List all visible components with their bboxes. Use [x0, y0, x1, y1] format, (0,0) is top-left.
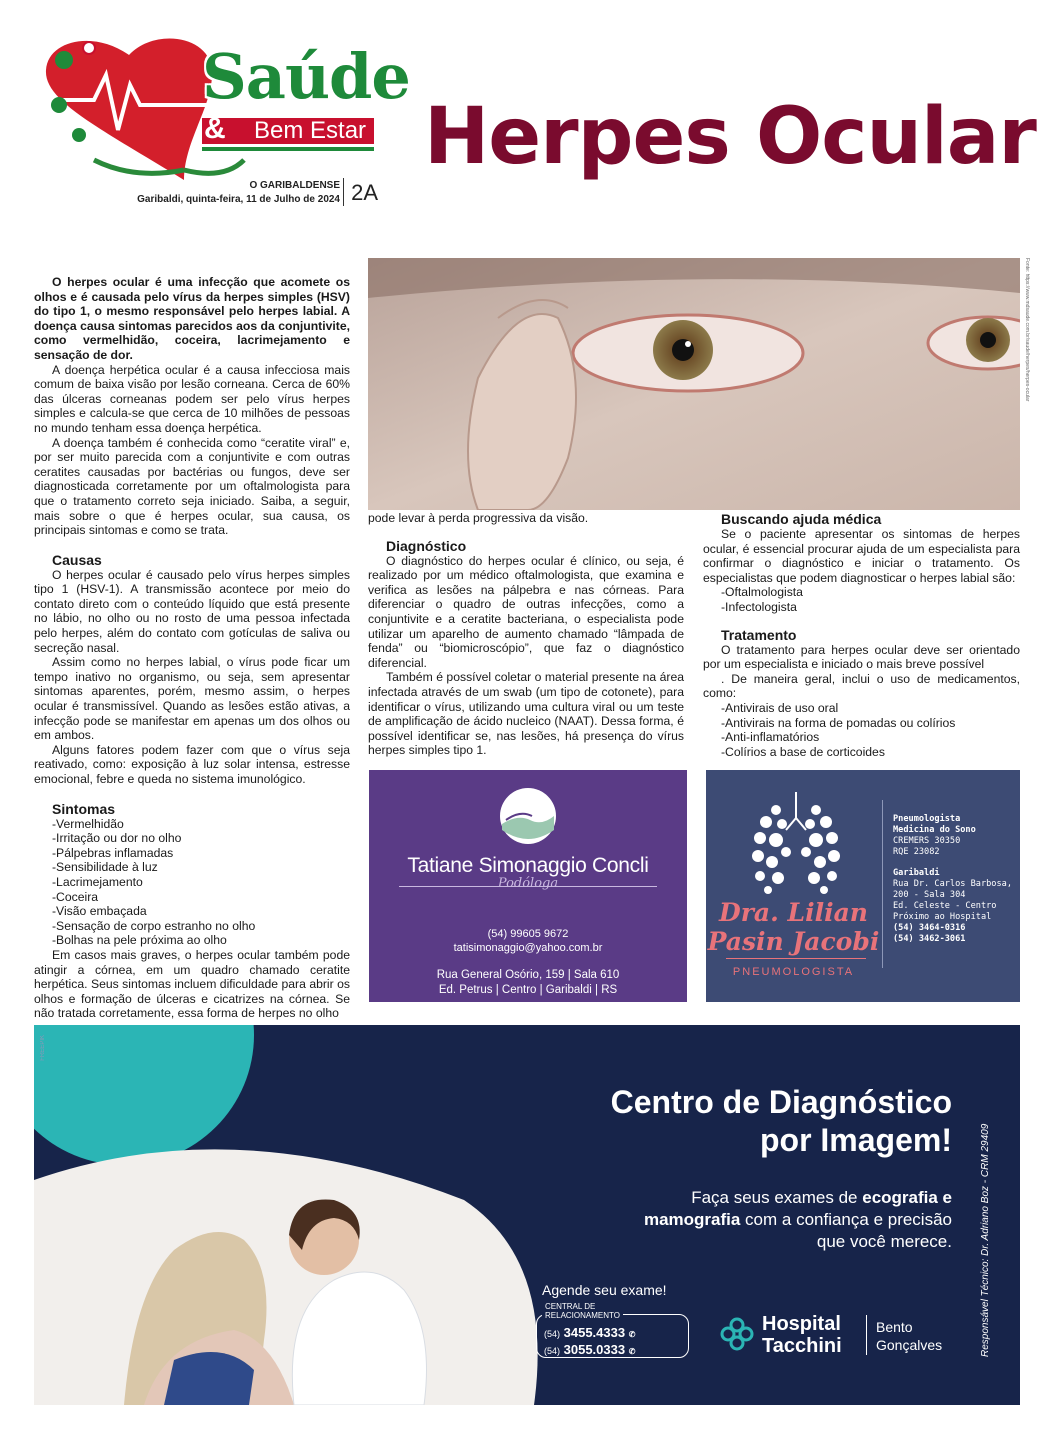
whatsapp-icon: ✆ — [628, 1330, 636, 1339]
ad-pneumologista[interactable] — [706, 770, 1020, 1002]
doctor-address: Rua Dr. Carlos Barbosa, — [893, 879, 1012, 889]
specialty: PNEUMOLOGISTA — [732, 966, 855, 978]
article-column-1 — [34, 275, 350, 1021]
doctor-title: Pneumologista — [893, 814, 961, 824]
page-title: Herpes Ocular — [424, 92, 1036, 182]
ad-title — [611, 1083, 952, 1159]
list-item: -Lacrimejamento — [52, 874, 143, 889]
foot-logo-icon — [498, 786, 558, 846]
list-item: -Pálpebras inflamadas — [52, 845, 174, 860]
ad-address: Rua General Osório, 159 | Sala 610 — [436, 969, 620, 981]
doctor-registration: RQE 23082 — [893, 847, 940, 857]
doctor-address: 200 - Sala 304 — [893, 890, 966, 900]
list-item: -Colírios a base de corticoides — [721, 744, 885, 759]
list-item: -Antivirais de uso oral — [721, 700, 839, 715]
hospital-city — [876, 1318, 942, 1354]
ad-email: tatisimonaggio@yahoo.com.br — [453, 942, 603, 954]
image-credit: FREEPIK — [40, 1035, 46, 1061]
paragraph: . De maneira geral, inclui o uso de medicamentos, como: — [703, 671, 1020, 701]
paragraph: A doença também é conhecida como “ceratite viral” e, por ser muito parecida com a conjuntivite e com outras ceratites causadas por bactérias ou fungos, deve ser diagnosticada corretamente por um oftalmologista para que o tratamento correto seja iniciado. Saiba, a seguir, mais sobre o que é herpes ocular, sua causa, os principais sintomas e como se trata. — [34, 435, 350, 538]
hospital-brand — [762, 1313, 842, 1357]
paragraph: Também é possível coletar o material presente na área infectada através de um swab (um tipo de cotonete), para identificar o vírus, utilizando uma cultura viral ou um teste de amplificação de ácido nucleico (NAAT). Dessa forma, é possível identificar se, nas lesões, há presença do vírus herpes simples tipo 1. — [368, 670, 684, 758]
phone-icon: ✆ — [628, 1347, 636, 1356]
paragraph: O tratamento para herpes ocular deve ser orientado por um especialista e iniciado o mais breve possível — [703, 642, 1020, 672]
ad-title-line: Centro de Diagnóstico — [610, 1084, 952, 1120]
phone-ddd: (54) — [544, 1329, 561, 1339]
ad-podologa[interactable] — [369, 770, 687, 1002]
lead-paragraph: O herpes ocular é uma infecção que acomete os olhos e é causada pelo vírus da herpes simples (HSV) do tipo 1, o mesmo responsável pelo herpes labial. A doença causa sintomas parecidos aos da conjuntivite, como vermelhidão, coceira, lacrimejamento e sensação de dor. — [34, 275, 350, 362]
cta-text: Agende seu exame! — [542, 1282, 667, 1298]
divider — [882, 800, 883, 968]
lungs-flowers-icon — [746, 790, 846, 900]
hospital-brand-line: Hospital — [762, 1313, 841, 1335]
list-item: -Anti-inflamatórios — [721, 730, 820, 745]
newspaper-name: O GARIBALDENSE — [249, 180, 340, 191]
article-column-2 — [368, 511, 684, 758]
article-photo — [368, 258, 1020, 510]
doctor-name-line: Dra. Lilian — [719, 898, 868, 927]
doctor-registration: CREMERS 30350 — [893, 836, 961, 846]
doctor-patient-photo-icon — [34, 1140, 554, 1405]
eye-photo-icon — [368, 258, 1020, 510]
doctor-name-line: Pasin Jacobi — [707, 927, 880, 956]
ad-address: Ed. Petrus | Centro | Garibaldi | RS — [438, 984, 618, 996]
hospital-city-line: Gonçalves — [876, 1337, 943, 1353]
list-item: -Visão embaçada — [52, 904, 147, 919]
hospital-logo-icon — [720, 1317, 754, 1351]
ad-body-text: com a confiança e precisão — [740, 1210, 952, 1229]
phone-ddd: (54) — [544, 1346, 561, 1356]
ad-body-text: Faça seus exames de — [691, 1188, 863, 1207]
doctor-info — [893, 814, 1012, 945]
section-heading: Tratamento — [721, 626, 797, 643]
list-item: -Sensação de corpo estranho no olho — [52, 918, 256, 933]
page-number: 2A — [351, 180, 378, 205]
photo-credit: Fonte: https://www.mdsaude.com.br/saude/herpes/herpes-ocular — [1024, 258, 1030, 402]
section-heading: Diagnóstico — [386, 537, 467, 554]
ad-phone: (54) 99605 9672 — [487, 928, 569, 940]
technical-responsible: Responsável Técnico: Dr. Adriano Boz - CRM 29409 — [980, 1123, 991, 1357]
section-heading: Sintomas — [52, 800, 116, 817]
phone-box-label-line: RELACIONAMENTO — [545, 1311, 620, 1320]
doctor-title: Medicina do Sono — [893, 825, 976, 835]
paragraph: Se o paciente apresentar os sintomas de herpes ocular, é essencial procurar ajuda de um especialista para confirmar o diagnóstico e iniciar o tratamento. Os especialistas que podem diagnosticar o herpes labial são: — [703, 527, 1020, 585]
list-item: -Coceira — [52, 889, 99, 904]
article-column-3 — [703, 511, 1020, 759]
list-item: -Vermelhidão — [52, 816, 124, 831]
phone-number[interactable]: 3455.4333 — [563, 1325, 626, 1340]
divider — [726, 958, 866, 959]
doctor-address: Ed. Celeste - Centro — [893, 901, 997, 911]
paragraph: Assim como no herpes labial, o vírus pode ficar um tempo inativo no organismo, ou seja, sem apresentar sintomas aparentes, porém, mesmo assim, o herpes ocular é transmissível. Quando as lesões estão ativas, a infecção pode se manifestar em apenas um dos olhos ou em ambos. — [34, 655, 350, 743]
paragraph: Em casos mais graves, o herpes ocular também pode atingir a córnea, em um quadro chamado ceratite herpética. Seus sintomas incluem dificuldade para abrir os olhos e formação de úlceras e cicatrizes na córnea. Se não tratada corretamente, essa forma de herpes no olho — [34, 947, 350, 1021]
list-item: -Irritação ou dor no olho — [52, 831, 182, 846]
ad-name: Tatiane Simonaggio Concli — [407, 854, 649, 877]
hospital-city-line: Bento — [876, 1319, 913, 1335]
paragraph-continuation: pode levar à perda progressiva da visão. — [368, 511, 589, 525]
list-item: -Sensibilidade à luz — [52, 860, 158, 875]
doctor-address: Próximo ao Hospital — [893, 912, 992, 922]
divider — [866, 1315, 867, 1355]
section-heading: Causas — [52, 551, 102, 568]
hospital-phones[interactable] — [544, 1325, 635, 1359]
logo-ampersand: & — [204, 112, 226, 145]
ad-body-text: que você merece. — [816, 1232, 952, 1251]
phone-number[interactable]: 3055.0333 — [563, 1342, 626, 1357]
paragraph: O herpes ocular é causado pelo vírus herpes simples tipo 1 (HSV-1). A transmissão acontece por meio do contato direto com o conteúdo líquido que está presente no lábio, no olho ou no rosto de uma pessoa infectada pelo herpes, além do contato com gotículas de saliva ou secreção nasal. — [34, 567, 350, 655]
issue-date: Garibaldi, quinta-feira, 11 de Julho de 2024 — [137, 194, 340, 205]
ad-title-line: por Imagem! — [759, 1122, 952, 1158]
paragraph: O diagnóstico do herpes ocular é clínico, ou seja, é realizado por um médico oftalmologista, que examina e verifica as lesões na pálpebra e nas córneas. Para diferenciar o quadro de outras infecções, como a conjuntivite e a ceratite bacteriana, o especialista pode utilizar um aparelho de aumento chamado “lâmpada de fenda” ou “biomicroscópio”, que faz o diagnóstico diferencial. — [368, 553, 684, 670]
paragraph: A doença herpética ocular é a causa infecciosa mais comum de baixa visão por lesão corneana. Cerca de 60% das úlceras corneanas podem ser pelo vírus herpes simples e calcula-se que cerca de 10 milhões de pessoas no mundo tenham essa doença herpética. — [34, 362, 350, 435]
phone-box-label — [542, 1302, 623, 1320]
section-heading: Buscando ajuda médica — [721, 511, 882, 527]
ad-hospital[interactable] — [34, 1025, 1020, 1405]
list-item: -Oftalmologista — [721, 585, 803, 600]
paragraph: Alguns fatores podem fazer com que o vírus seja reativado, como: exposição à luz solar intensa, estresse emocional, febre e queda no sistema imunológico. — [34, 742, 350, 786]
doctor-name — [706, 898, 881, 956]
ad-body-bold: ecografia e — [862, 1188, 952, 1207]
ad-role: Podóloga — [497, 876, 559, 891]
doctor-phone: (54) 3464-0316 — [893, 923, 966, 933]
doctor-city: Garibaldi — [893, 868, 940, 878]
logo-title: Saúde — [202, 40, 410, 113]
logo-underline — [202, 147, 374, 151]
hospital-brand-line: Tacchini — [762, 1335, 842, 1357]
divider — [343, 178, 344, 206]
ad-body-bold: mamografia — [643, 1210, 741, 1229]
list-item: -Bolhas na pele próxima ao olho — [52, 933, 227, 948]
masthead — [34, 30, 410, 220]
ad-body — [644, 1187, 952, 1253]
doctor-phone: (54) 3462-3061 — [893, 934, 966, 944]
logo-subtitle: Bem Estar — [254, 117, 367, 144]
list-item: -Antivirais na forma de pomadas ou colírios — [721, 715, 956, 730]
list-item: -Infectologista — [721, 599, 797, 614]
phone-box-label-line: CENTRAL DE — [545, 1302, 596, 1311]
